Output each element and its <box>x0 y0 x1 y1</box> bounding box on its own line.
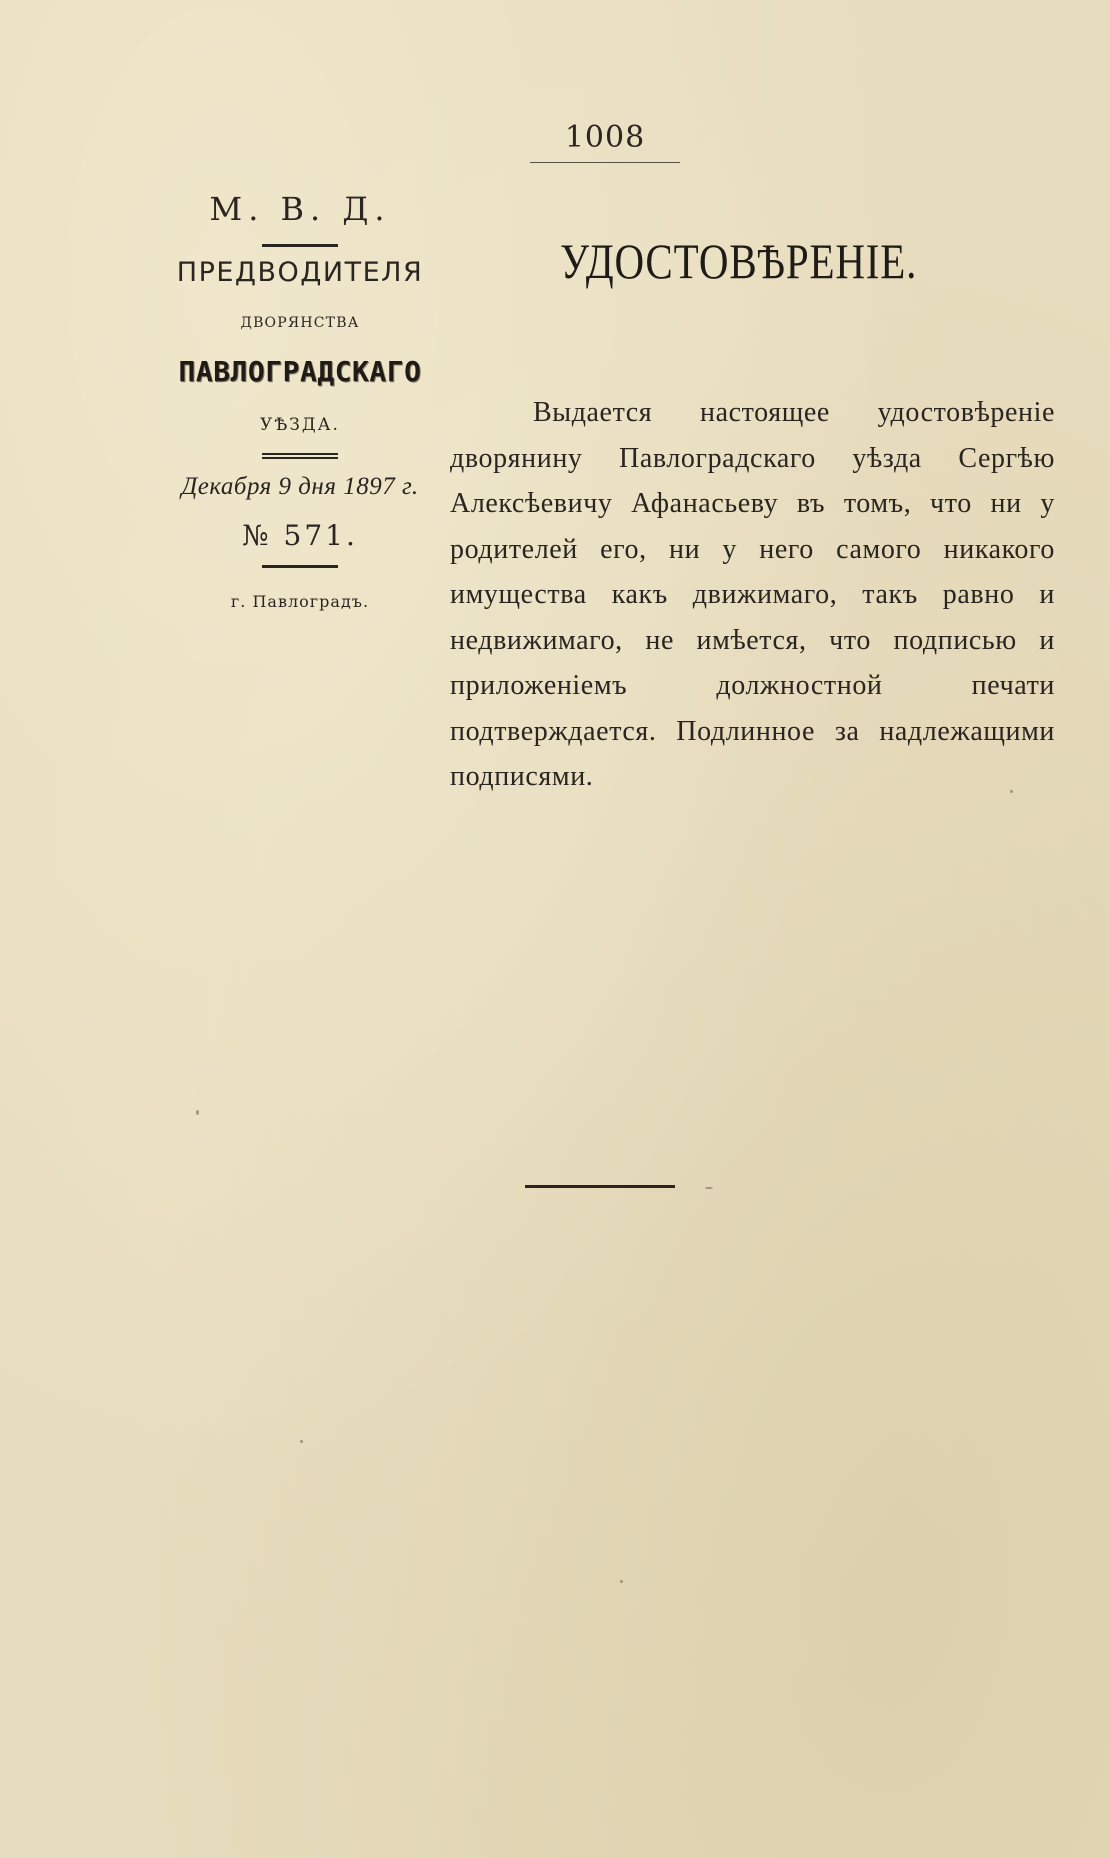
city-name: г. Павлоградъ. <box>230 592 370 611</box>
paper-speck <box>1010 790 1013 793</box>
district-name: ПАВЛОГРАДСКАГО <box>178 355 422 388</box>
header-double-rule <box>262 453 338 459</box>
issue-date: Декабря 9 дня 1897 г. <box>181 473 419 500</box>
number-rule <box>262 565 338 568</box>
paper-speck <box>620 1580 623 1583</box>
page-number: 1008 <box>564 120 646 155</box>
marshal-title: ПРЕДВОДИТЕЛЯ <box>176 257 424 288</box>
header-rule <box>262 244 338 247</box>
closing-rule <box>525 1185 675 1188</box>
document-number: № 571. <box>242 519 358 552</box>
nobility-label: ДВОРЯНСТВА <box>240 315 360 331</box>
paper-speck <box>705 1187 713 1189</box>
document-body: Выдается настоящее удостовѣреніе дворянину Павлоградскаго уѣзда Сергѣю Алексѣевичу Афанасьеву въ томъ, что ни у родителей его, ни у него самого никакого имущества какъ движимаго, такъ равно и недвижимаго, не имѣется, что подписью и приложеніемъ должностной печати подтверждается. Подлинное за надлежащими подписями. <box>450 397 1055 792</box>
paper-speck <box>300 1440 303 1443</box>
issuer-header <box>140 190 460 614</box>
paper-speck <box>196 1110 199 1115</box>
ministry-abbreviation: М. В. Д. <box>209 190 391 228</box>
uezd-label: УѢЗДА. <box>260 415 340 435</box>
page-number-underline <box>530 162 680 163</box>
document-title: УДОСТОВѢРЕНІЕ. <box>560 233 918 289</box>
